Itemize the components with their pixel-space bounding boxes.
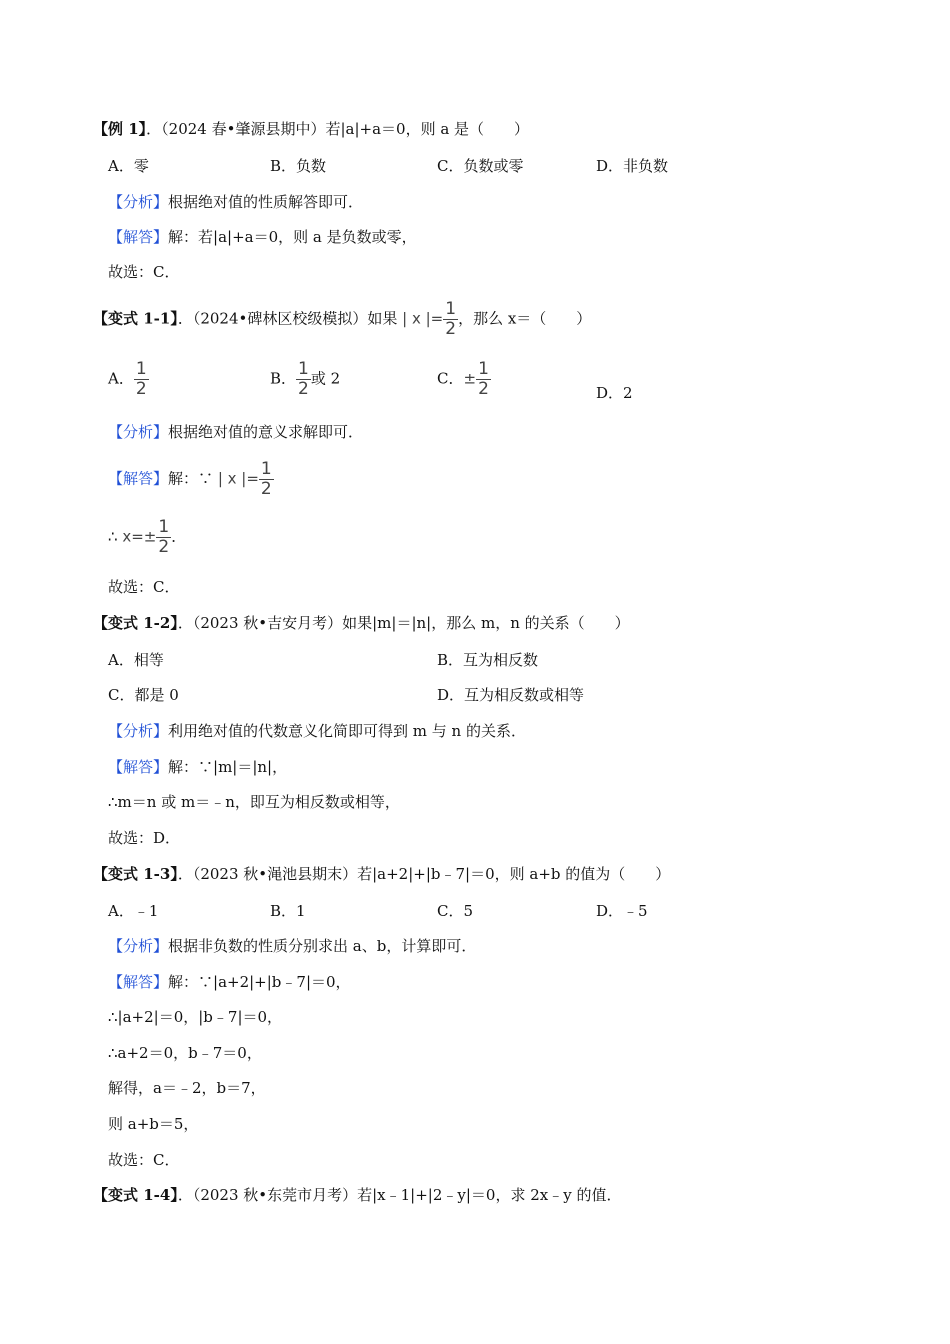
variant-1-1-option-c: C．± $\frac{1}{2}$ [437, 359, 489, 399]
variant-1-2-tag: 【变式 1-2】 [93, 614, 178, 632]
variant-1-3-step: 则 a+b＝5， [108, 1115, 199, 1133]
variant-1-1-option-a: A． $\frac{1}{2}$ [108, 359, 147, 399]
example-1-choice: 故选：C． [108, 263, 180, 281]
answer-tag: 【解答】 [108, 228, 169, 246]
variant-1-2-option-c: C．都是 0 [108, 686, 179, 704]
variant-1-3-choice: 故选：C． [108, 1151, 180, 1169]
variant-1-3-answer: 【解答】解：∵|a+2|+|b﹣7|＝0， [108, 973, 351, 991]
analysis-tag: 【分析】 [108, 937, 169, 955]
example-1-tag: 【例 1】 [93, 120, 147, 138]
analysis-tag: 【分析】 [108, 423, 169, 441]
variant-1-3-option-b: B．1 [270, 902, 306, 920]
variant-1-3-option-a: A．﹣1 [108, 902, 159, 920]
example-1-option-a: A．零 [108, 157, 149, 175]
fraction-half: $\frac{1}{2}$ [260, 459, 272, 499]
example-1-option-c: C．负数或零 [437, 157, 524, 175]
answer-tag: 【解答】 [108, 973, 169, 991]
variant-1-1-tag: 【变式 1-1】 [93, 309, 178, 328]
example-1-option-b: B．负数 [270, 157, 327, 175]
variant-1-1-analysis: 【分析】根据绝对值的意义求解即可． [108, 423, 364, 441]
variant-1-3-step: 解得，a＝﹣2，b＝7， [108, 1079, 266, 1097]
fraction-half: $\frac{1}{2}$ [445, 299, 457, 339]
variant-1-1-choice: 故选：C． [108, 578, 180, 596]
variant-1-4-tag: 【变式 1-4】 [93, 1186, 178, 1204]
variant-1-2-step: ∴m＝n 或 m＝﹣n，即互为相反数或相等， [108, 793, 400, 811]
variant-1-2-answer: 【解答】解：∵|m|＝|n|， [108, 758, 288, 776]
variant-1-1-stem: 【变式 1-1】．（2024•碑林区校级模拟）如果 | x |= $\frac{1}{2}$ ，那么 x＝（ ） [93, 299, 592, 339]
variant-1-2-option-b: B．互为相反数 [437, 651, 539, 669]
example-1-analysis: 【分析】根据绝对值的性质解答即可． [108, 193, 364, 211]
variant-1-2-analysis: 【分析】利用绝对值的代数意义化简即可得到 m 与 n 的关系． [108, 722, 526, 740]
fraction-half: $\frac{1}{2}$ [478, 359, 489, 399]
answer-tag: 【解答】 [108, 469, 169, 488]
example-1-question: ．（2024 春•肇源县期中）若|a|+a＝0，则 a 是（ ） [146, 120, 530, 138]
fraction-half: $\frac{1}{2}$ [298, 359, 309, 399]
variant-1-1-option-b: B． $\frac{1}{2}$ 或 2 [270, 359, 341, 399]
example-1-option-d: D．非负数 [596, 157, 669, 175]
variant-1-3-stem: 【变式 1-3】．（2023 秋•渑池县期末）若|a+2|+|b﹣7|＝0，则 a+b 的值为（ ） [93, 865, 671, 883]
abs-x-formula: | x | [402, 309, 431, 328]
fraction-half: $\frac{1}{2}$ [158, 517, 170, 557]
analysis-tag: 【分析】 [108, 193, 169, 211]
fraction-half: $\frac{1}{2}$ [135, 359, 147, 399]
example-1-stem [93, 119, 529, 139]
variant-1-2-option-d: D．互为相反数或相等 [437, 686, 585, 704]
variant-1-1-answer: 【解答】解：∵ | x |= $\frac{1}{2}$ [108, 459, 272, 499]
variant-1-1-option-d: D．2 [596, 384, 633, 402]
example-1-answer: 【解答】解：若|a|+a＝0，则 a 是负数或零， [108, 228, 417, 246]
variant-1-3-option-c: C．5 [437, 902, 474, 920]
variant-1-2-stem: 【变式 1-2】．（2023 秋•吉安月考）如果|m|＝|n|，那么 m，n 的关系（ ） [93, 614, 630, 632]
variant-1-2-option-a: A．相等 [108, 651, 164, 669]
variant-1-1-conclusion: ∴ x=± $\frac{1}{2}$ ． [108, 517, 187, 557]
answer-tag: 【解答】 [108, 758, 169, 776]
analysis-tag: 【分析】 [108, 722, 169, 740]
variant-1-3-tag: 【变式 1-3】 [93, 865, 178, 883]
variant-1-3-step: ∴a+2＝0，b﹣7＝0， [108, 1044, 262, 1062]
variant-1-3-step: ∴|a+2|＝0，|b﹣7|＝0， [108, 1008, 283, 1026]
variant-1-2-choice: 故选：D． [108, 829, 181, 847]
variant-1-4-stem: 【变式 1-4】．（2023 秋•东莞市月考）若|x﹣1|+|2﹣y|＝0，求 2x﹣y 的值． [93, 1186, 622, 1204]
variant-1-3-analysis: 【分析】根据非负数的性质分别求出 a、b，计算即可． [108, 937, 477, 955]
variant-1-3-option-d: D．﹣5 [596, 902, 648, 920]
